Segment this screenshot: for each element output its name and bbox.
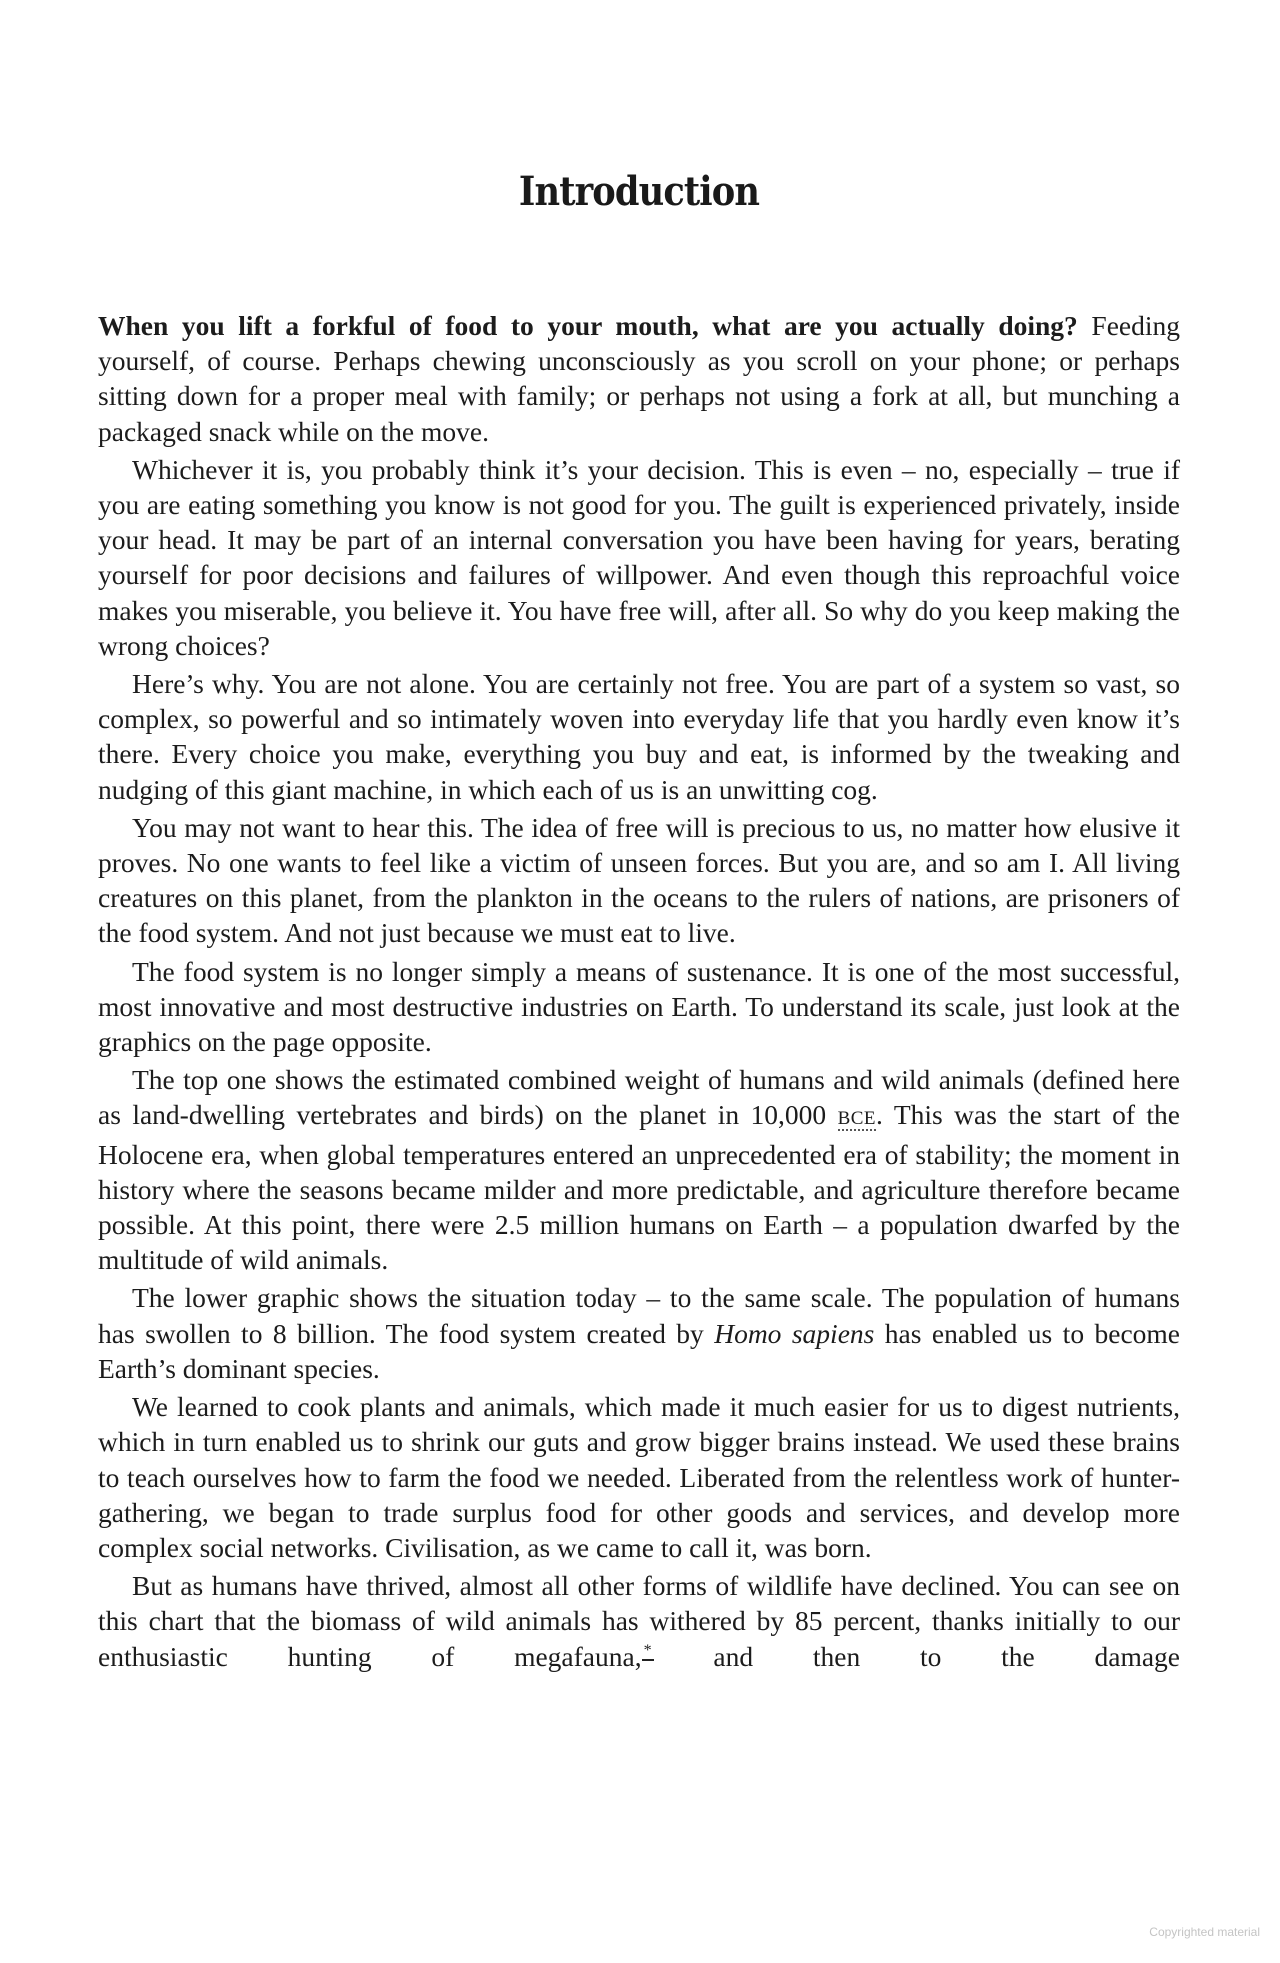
paragraph-5 bbox=[98, 954, 1180, 1060]
paragraph-text: Whichever it is, you probably think it’s your decision. This is even – no, especially – true if you are eating something you know is not good for you. The guilt is experienced privately, inside your head. It may be part of an internal conversation you have been having for years, berating yourself for poor decisions and failures of willpower. And even though this reproachful voice makes you miserable, you believe it. You have free will, after all. So why do you keep making the wrong choices? bbox=[98, 453, 1180, 661]
copyright-watermark: Copyrighted material bbox=[1149, 1925, 1260, 1939]
paragraph-text: The food system is no longer simply a means of sustenance. It is one of the most successful, most innovative and most destructive industries on Earth. To understand its scale, just look at the graphics on the page opposite. bbox=[98, 955, 1180, 1058]
paragraph-text: and then to the damage bbox=[653, 1640, 1180, 1672]
paragraph-text: We learned to cook plants and animals, which made it much easier for us to digest nutrients, which in turn enabled us to shrink our guts and grow bigger brains instead. We used these brains to teach ourselves how to farm the food we needed. Liberated from the relentless work of hunter-gathering, we began to trade surplus food for other goods and services, and develop more complex social networks. Civilisation, as we came to call it, was born. bbox=[98, 1391, 1180, 1563]
paragraph-text: You may not want to hear this. The idea of free will is precious to us, no matter how elusive it proves. No one wants to feel like a victim of unseen forces. But you are, and so am I. All living creatures on this planet, from the plankton in the oceans to the rulers of nations, are prisoners of the food system. And not just because we must eat to live. bbox=[98, 811, 1180, 949]
paragraph-3 bbox=[98, 666, 1180, 807]
bce-abbreviation[interactable]: BCE bbox=[837, 1108, 877, 1130]
species-name-italic: Homo sapiens bbox=[714, 1317, 875, 1349]
opening-lead-sentence: When you lift a forkful of food to your mouth, what are you actually doing? bbox=[98, 310, 1078, 341]
paragraph-text: has enabled us to become Earth’s dominant species. bbox=[98, 1317, 1180, 1384]
paragraph-6 bbox=[98, 1062, 1180, 1277]
paragraph-text: The lower graphic shows the situation today – to the same scale. The population of humans has swollen to 8 billion. The food system created by bbox=[98, 1282, 1180, 1349]
paragraph-text: The top one shows the estimated combined weight of humans and wild animals (defined here as land-dwelling vertebrates and birds) on the planet in 10,000 bbox=[98, 1064, 1180, 1131]
paragraph-text: But as humans have thrived, almost all other forms of wildlife have declined. You can see on this chart that the biomass of wild animals has withered by 85 percent, thanks initially to our enthusiastic hunting of megafauna, bbox=[98, 1570, 1180, 1672]
paragraph-8 bbox=[98, 1389, 1180, 1565]
paragraph-9 bbox=[98, 1568, 1180, 1674]
paragraph-text: . This was the start of the Holocene era, when global temperatures entered an unprecedented era of stability; the moment in history where the seasons became milder and more predictable, and agriculture therefore became possible. At this point, there were 2.5 million humans on Earth – a population dwarfed by the multitude of wild animals. bbox=[98, 1099, 1180, 1276]
chapter-body bbox=[98, 308, 1180, 1674]
paragraph-text: Feeding yourself, of course. Perhaps chewing unconsciously as you scroll on your phone; or perhaps sitting down for a proper meal with family; or perhaps not using a fork at all, but munching a packaged snack while on the move. bbox=[98, 310, 1180, 447]
paragraph-4 bbox=[98, 810, 1180, 951]
paragraph-7 bbox=[98, 1280, 1180, 1386]
paragraph-text: Here’s why. You are not alone. You are certainly not free. You are part of a system so vast, so complex, so powerful and so intimately woven into everyday life that you hardly even know it’s there. Every choice you make, everything you buy and eat, is informed by the tweaking and nudging of this giant machine, in which each of us is an unwitting cog. bbox=[98, 668, 1180, 805]
footnote-link[interactable]: * bbox=[643, 1642, 652, 1660]
paragraph-2 bbox=[98, 452, 1180, 663]
chapter-title: Introduction bbox=[518, 168, 760, 215]
paragraph-1 bbox=[98, 308, 1180, 449]
